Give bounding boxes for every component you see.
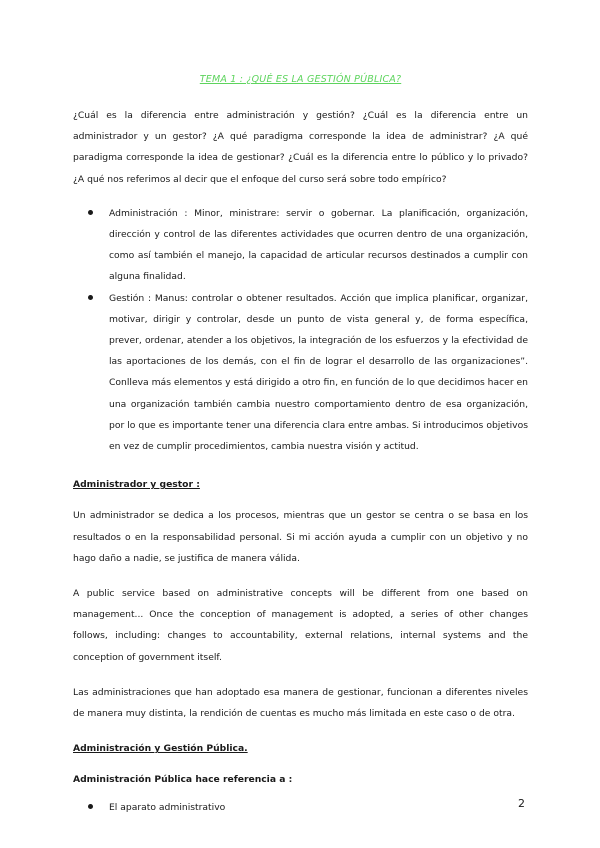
section-heading-administrador-gestor: Administrador y gestor : — [73, 479, 200, 491]
bullet-icon — [88, 210, 93, 215]
referencia-list — [73, 797, 528, 818]
paragraph-public-service: A public service based on administrative concepts will be different from one based on management... Once the conception of management is adopted, a series of other changes follows, including: changes to accountability, external relations, internal systems and the conception of government itself. — [73, 588, 528, 663]
paragraph-administrador: Un administrador se dedica a los procesos, mientras que un gestor se centra o se basa en los resultados o en la responsabilidad personal. Si mi acción ayuda a cumplir con un objetivo y no hago daño a nadie, se justifica de manera válida. — [73, 510, 528, 564]
intro-paragraph: ¿Cuál es la diferencia entre administración y gestión? ¿Cuál es la diferencia entre un administrador y un gestor? ¿A qué paradigma corresponde la idea de administrar? ¿A qué paradigma corresponde la idea de gestionar? ¿Cuál es la diferencia entre lo público y lo privado? ¿A qué nos referimos al decir que el enfoque del curso será sobre todo empírico? — [73, 110, 528, 185]
page-content — [73, 74, 528, 835]
list-item-gestion — [73, 288, 528, 458]
bullet-icon — [88, 295, 93, 300]
list-item-text: Administración : Minor, ministrare: servir o gobernar. La planificación, organización, dirección y control de las diferentes actividades que ocurren dentro de una organización, como así también el manejo, la capacidad de articular recursos destinados a cumplir con alguna finalidad. — [109, 207, 528, 283]
page-number: 2 — [518, 797, 525, 810]
list-item-text: Gestión : Manus: controlar o obtener resultados. Acción que implica planificar, organizar, motivar, dirigir y controlar, desde un punto de vista general y, de forma específica, prever, ordenar, atender a los objetivos, la integración de los esfuerzos y la efectividad de las aportaciones de los demás, con el fin de lograr el desarrollo de las organizaciones”. Conlleva más elementos y está dirigido a otro fin, en función de lo que decidimos hacer en una organización también cambia nuestro comportamiento dentro de esa organización, por lo que es importante tener una diferencia clara entre ambas. Si introducimos objetivos en vez de cumplir procedimientos, cambia nuestra visión y actitud. — [109, 292, 528, 453]
page-title: TEMA 1 : ¿QUÉ ES LA GESTIÓN PÚBLICA? — [199, 74, 402, 85]
section-heading-referencia: Administración Pública hace referencia a : — [73, 774, 293, 786]
bullet-icon — [88, 804, 93, 809]
paragraph-administraciones: Las administraciones que han adoptado esa manera de gestionar, funcionan a diferentes niveles de manera muy distinta, la rendición de cuentas es mucho más limitada en este caso o de otra. — [73, 686, 528, 720]
list-item-text: El aparato administrativo — [109, 801, 226, 813]
section-heading-gestion-publica: Administración y Gestión Pública. — [73, 743, 248, 755]
list-item-aparato — [73, 797, 528, 818]
definition-list — [73, 203, 528, 457]
list-item-administracion — [73, 203, 528, 288]
